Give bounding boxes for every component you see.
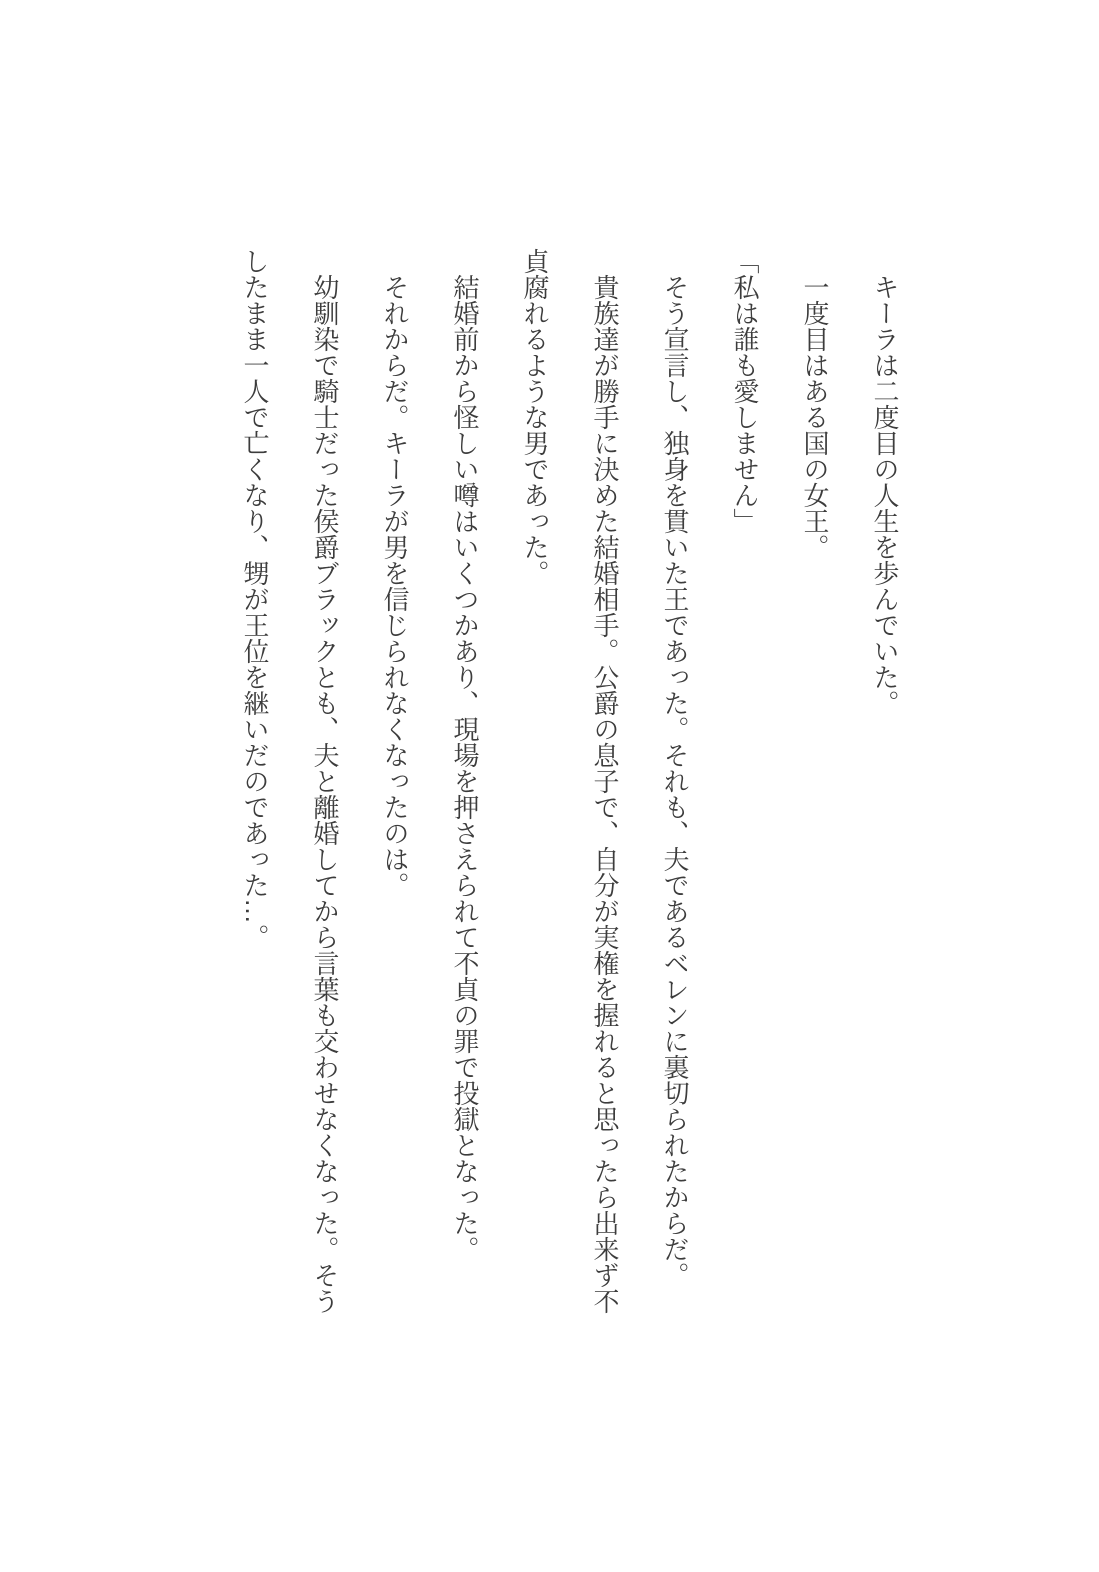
story-line-continuation: 貞腐れるような男であった。: [520, 248, 550, 586]
story-text-block: [220, 248, 920, 1328]
story-line: キーラは二度目の人生を歩んでいた。: [870, 274, 900, 716]
story-line: 結婚前から怪しい噂はいくつかあり、現場を押さえられて不貞の罪で投獄となった。: [450, 274, 480, 1262]
story-line: 一度目はある国の女王。: [800, 274, 830, 560]
story-line: 貴族達が勝手に決めた結婚相手。公爵の息子で、自分が実権を握れると思ったら出来ず不: [590, 274, 620, 1314]
story-line-continuation: したまま一人で亡くなり、甥が王位を継いだのであった…。: [240, 248, 270, 950]
story-line-quote: 「私は誰も愛しません」: [730, 248, 760, 534]
story-line: そう宣言し、独身を貫いた王であった。それも、夫であるベレンに裏切られたからだ。: [660, 274, 690, 1288]
story-line: 幼馴染で騎士だった侯爵ブラックとも、夫と離婚してから言葉も交わせなくなった。そう: [310, 274, 340, 1314]
story-line: それからだ。キーラが男を信じられなくなったのは。: [380, 274, 410, 898]
